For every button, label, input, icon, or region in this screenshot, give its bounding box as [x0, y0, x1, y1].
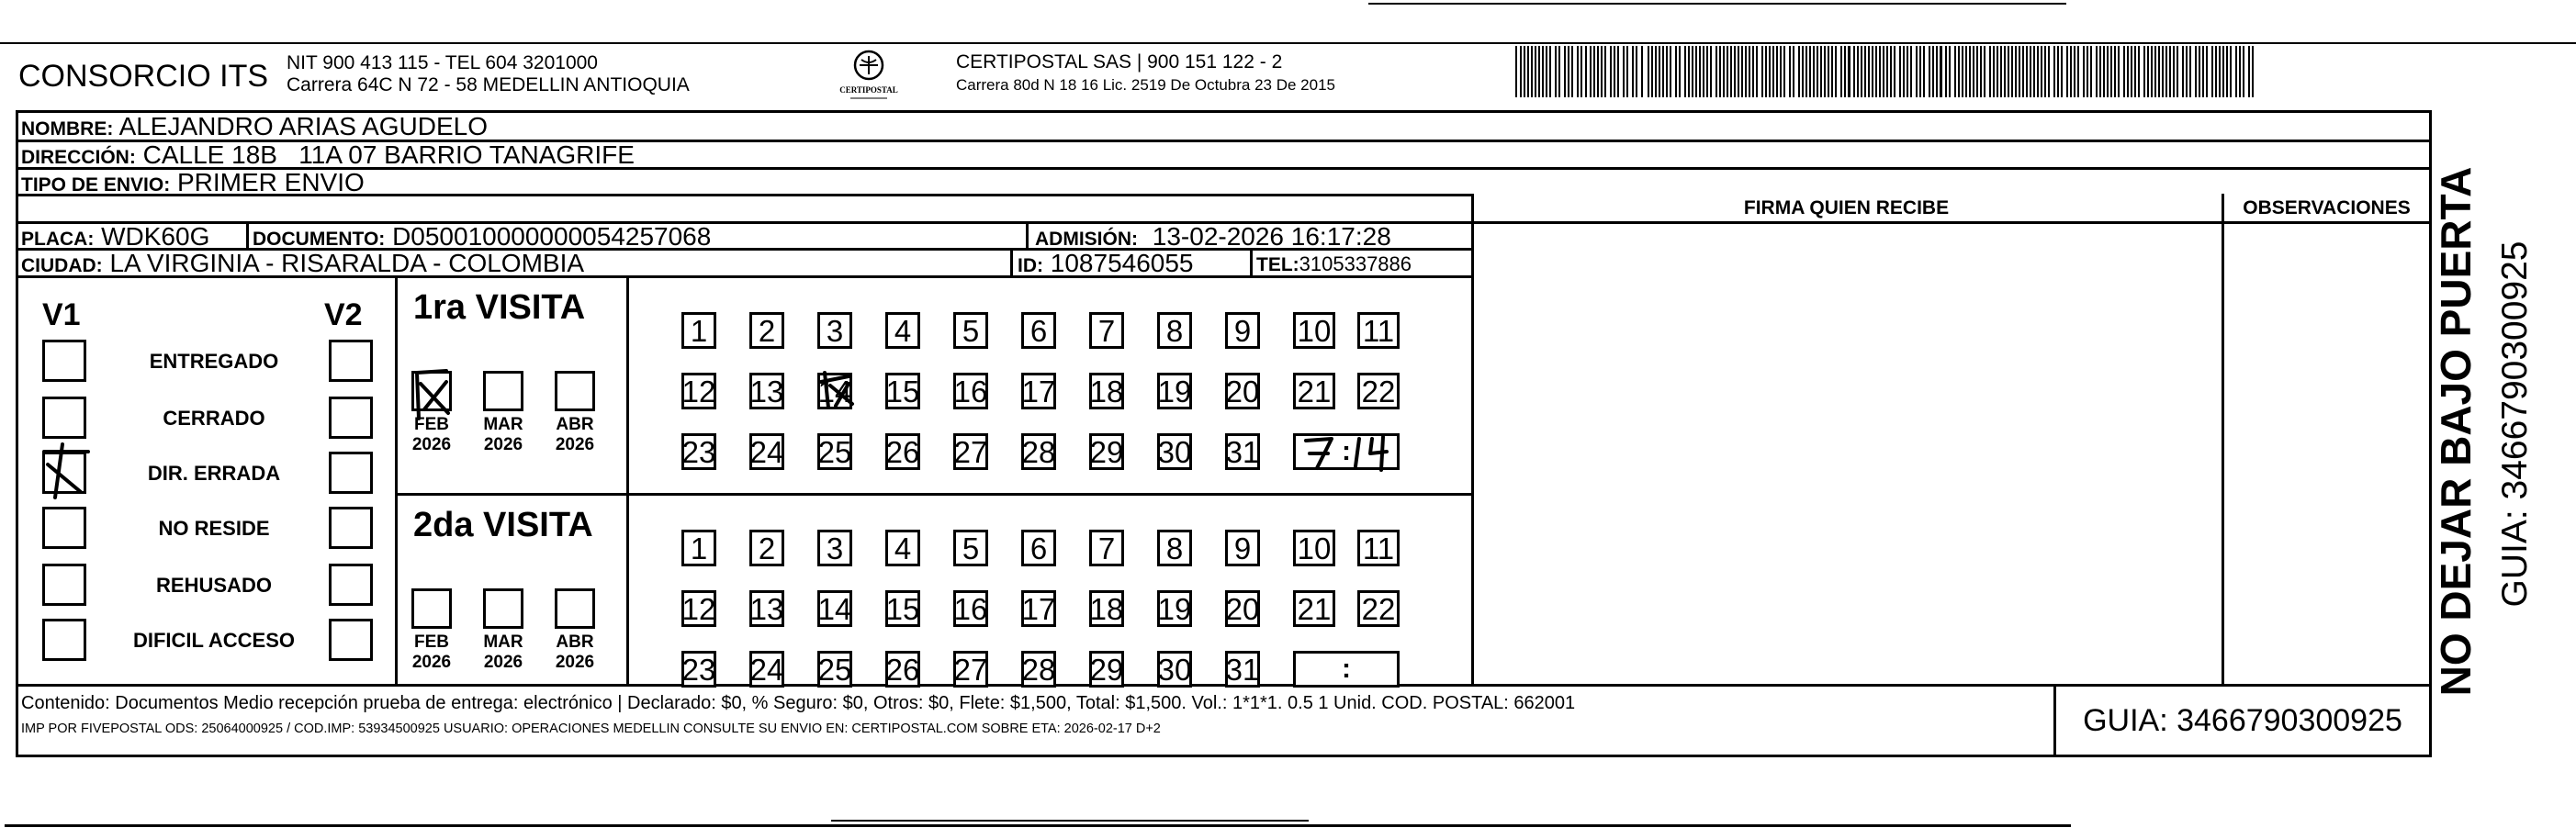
v2-checkbox[interactable]: [329, 507, 373, 549]
day-cell[interactable]: 13: [749, 374, 784, 408]
day-cell[interactable]: 29: [1089, 434, 1124, 469]
month-year: 2026: [555, 435, 595, 454]
day-cell[interactable]: 22: [1357, 373, 1400, 409]
day-cell[interactable]: 10: [1293, 312, 1335, 349]
month-checkbox[interactable]: [483, 371, 523, 411]
nombre-value: ALEJANDRO ARIAS AGUDELO: [118, 112, 489, 140]
status-label: CERRADO: [163, 407, 265, 430]
day-cell[interactable]: 4: [885, 530, 920, 566]
day-cell[interactable]: 25: [817, 434, 852, 469]
v2-checkbox[interactable]: [329, 452, 373, 494]
month-label: [468, 632, 538, 673]
month-name: MAR: [483, 632, 523, 652]
top-right-edge-line: [1368, 3, 2066, 5]
tel-label: TEL:: [1256, 254, 1299, 275]
day-cell[interactable]: 31: [1225, 652, 1260, 687]
day-cell[interactable]: 24: [749, 434, 784, 469]
side-guia-block: [2496, 149, 2537, 699]
carrier-name: CERTIPOSTAL SAS | 900 151 122 - 2: [956, 51, 1283, 73]
status-label: ENTREGADO: [149, 350, 279, 373]
id-divider: [1010, 248, 1013, 275]
v2-checkbox[interactable]: [329, 564, 373, 606]
month-checkbox[interactable]: [555, 371, 595, 411]
day-cell[interactable]: 3: [817, 312, 852, 349]
day-cell[interactable]: 21: [1293, 373, 1335, 409]
day-cell[interactable]: 8: [1157, 312, 1192, 349]
day-cell[interactable]: 18: [1089, 374, 1124, 408]
side-block: [2434, 73, 2489, 789]
day-cell[interactable]: 11: [1357, 312, 1400, 349]
day-cell[interactable]: 12: [681, 591, 716, 626]
day-cell[interactable]: 23: [681, 652, 716, 687]
direccion-label: DIRECCIÓN:: [21, 147, 136, 168]
day-cell[interactable]: 2: [749, 312, 784, 349]
month-name: ABR: [556, 415, 594, 434]
v1-checkbox[interactable]: [42, 564, 86, 606]
day-cell[interactable]: 16: [953, 374, 988, 408]
month-year: 2026: [411, 653, 452, 672]
visit-title: 1ra VISITA: [413, 288, 586, 327]
id-row: [1018, 251, 1194, 279]
day-cell[interactable]: 17: [1021, 591, 1056, 626]
day-cell[interactable]: 19: [1157, 374, 1192, 408]
day-cell[interactable]: 10: [1293, 530, 1335, 566]
day-cell[interactable]: 20: [1225, 374, 1260, 408]
admision-value: 13-02-2026 16:17:28: [1152, 222, 1391, 251]
certipostal-logo: [838, 49, 900, 104]
documento-label: DOCUMENTO:: [253, 229, 386, 250]
side-guia: GUIA: 3466790300925: [2495, 241, 2535, 608]
ciudad-value: LA VIRGINIA - RISARALDA - COLOMBIA: [109, 249, 585, 277]
barcode-image: [1515, 46, 2259, 97]
month-name: FEB: [414, 632, 449, 652]
day-cell[interactable]: 11: [1357, 530, 1400, 566]
day-cell[interactable]: 19: [1157, 591, 1192, 626]
v1-checkbox[interactable]: [42, 397, 86, 439]
tel-row: [1256, 253, 1412, 276]
day-cell[interactable]: 30: [1157, 652, 1192, 687]
month-year: 2026: [483, 653, 523, 672]
row-line: [1471, 221, 2432, 224]
day-cell[interactable]: 7: [1089, 312, 1124, 349]
day-cell[interactable]: 6: [1021, 312, 1056, 349]
month-label: [468, 415, 538, 455]
day-cell[interactable]: 3: [817, 530, 852, 566]
status-label: NO RESIDE: [158, 517, 270, 540]
sender-block: [287, 52, 690, 96]
v1-checkbox[interactable]: [42, 507, 86, 549]
status-label: DIR. ERRADA: [147, 462, 281, 485]
side-warning: NO DEJAR BAJO PUERTA: [2432, 166, 2480, 697]
day-cell[interactable]: 23: [681, 434, 716, 469]
documento-value: D050010000000054257068: [392, 222, 712, 251]
v1-header: V1: [42, 297, 81, 332]
direccion-row: [21, 142, 635, 171]
v1-checkbox[interactable]: [42, 340, 86, 382]
day-cell[interactable]: 24: [749, 652, 784, 687]
day-cell[interactable]: 16: [953, 591, 988, 626]
day-cell[interactable]: 1: [681, 530, 716, 566]
month-name: ABR: [556, 632, 594, 652]
direccion-value: CALLE 18B 11A 07 BARRIO TANAGRIFE: [142, 140, 635, 169]
day-cell[interactable]: 27: [953, 652, 988, 687]
day-cell[interactable]: 12: [681, 374, 716, 408]
month-year: 2026: [411, 435, 452, 454]
day-cell[interactable]: 28: [1021, 652, 1056, 687]
tipo-value: PRIMER ENVIO: [176, 168, 365, 196]
day-cell[interactable]: 13: [749, 591, 784, 626]
tipo-label: TIPO DE ENVIO:: [21, 174, 171, 196]
time-box[interactable]: [1293, 651, 1400, 688]
certipostal-logo-icon: [838, 49, 900, 104]
visit-title: 2da VISITA: [413, 506, 593, 544]
day-cell[interactable]: 17: [1021, 374, 1056, 408]
month-handwritten-mark: [406, 364, 461, 428]
month-name: FEB: [414, 415, 449, 434]
day-cell[interactable]: 28: [1021, 434, 1056, 469]
nombre-row: [21, 114, 488, 142]
status-label: REHUSADO: [156, 574, 272, 597]
admision-divider: [1026, 221, 1029, 249]
day-cell[interactable]: 18: [1089, 591, 1124, 626]
footer-contenido: Contenido: Documentos Medio recepción prueba de entrega: electrónico | Declarado: $0, % Seguro: $0, Otros: $0, Flete: $1,500, Total: $1,500. Vol.: 1*1*1. 0.5 1 Unid. COD. POSTAL: 662001: [21, 693, 1576, 713]
month-label: [397, 632, 467, 673]
footer-imp: IMP POR FIVEPOSTAL ODS: 25064000925 / COD.IMP: 53934500925 USUARIO: OPERACIONES MEDELLIN CONSULTE SU ENVIO EN: CERTIPOSTAL.COM SOBRE ETA: 2026-02-17 D+2: [21, 722, 1161, 736]
month-year: 2026: [555, 653, 595, 672]
v1-checkbox[interactable]: [42, 619, 86, 661]
ciudad-row: [21, 251, 584, 279]
day-cell[interactable]: 30: [1157, 434, 1192, 469]
month-checkbox[interactable]: [483, 588, 523, 629]
day-cell[interactable]: 21: [1293, 590, 1335, 627]
day-cell[interactable]: 14: [817, 591, 852, 626]
bottom-edge-line: [5, 824, 2071, 827]
id-label: ID:: [1018, 255, 1043, 276]
month-year: 2026: [483, 435, 523, 454]
day-cell[interactable]: 7: [1089, 530, 1124, 566]
day-cell[interactable]: 9: [1225, 312, 1260, 349]
footer-guia: GUIA: 3466790300925: [2083, 702, 2402, 738]
month-label: [540, 415, 610, 455]
v2-header: V2: [324, 297, 363, 332]
time-colon: :: [1342, 654, 1351, 684]
visit-split-line: [395, 493, 1473, 496]
day-cell[interactable]: 4: [885, 312, 920, 349]
day-cell[interactable]: 8: [1157, 530, 1192, 566]
nombre-label: NOMBRE:: [21, 118, 114, 140]
obs-left-line: [2222, 194, 2224, 685]
day-cell[interactable]: 26: [885, 434, 920, 469]
day-cell[interactable]: 31: [1225, 434, 1260, 469]
day-cell[interactable]: 6: [1021, 530, 1056, 566]
day-cell[interactable]: 9: [1225, 530, 1260, 566]
handwritten-time: [1293, 430, 1400, 475]
months-divider: [626, 275, 629, 685]
v2-checkbox[interactable]: [329, 619, 373, 661]
ciudad-label: CIUDAD:: [21, 255, 103, 276]
sender-address: Carrera 64C N 72 - 58 MEDELLIN ANTIOQUIA: [287, 74, 690, 95]
tipo-row: [21, 170, 365, 198]
day-cell[interactable]: 29: [1089, 652, 1124, 687]
sender-company: CONSORCIO ITS: [18, 59, 269, 94]
tel-value: 3105337886: [1299, 252, 1412, 275]
barcode: [1515, 46, 2259, 97]
sender-nit-tel: NIT 900 413 115 - TEL 604 3201000: [287, 52, 598, 73]
carrier-license: Carrera 80d N 18 16 Lic. 2519 De Octubra 23 De 2015: [956, 76, 1335, 94]
month-checkbox[interactable]: [411, 588, 452, 629]
carrier-block: [956, 50, 1335, 96]
day-cell[interactable]: 15: [885, 591, 920, 626]
day-cell[interactable]: 22: [1357, 590, 1400, 627]
firma-left-line: [1471, 194, 1474, 685]
admision-label: ADMISIÓN:: [1035, 229, 1138, 250]
day-cell[interactable]: 20: [1225, 591, 1260, 626]
firma-header: FIRMA QUIEN RECIBE: [1743, 197, 1950, 218]
month-name: MAR: [483, 415, 523, 434]
day-cell[interactable]: 5: [953, 312, 988, 349]
day-cell[interactable]: 15: [885, 374, 920, 408]
id-value: 1087546055: [1050, 249, 1194, 277]
day-handwritten-mark: [812, 364, 863, 415]
observaciones-header: OBSERVACIONES: [2243, 197, 2411, 218]
v1-handwritten-mark: [35, 439, 99, 503]
month-checkbox[interactable]: [555, 588, 595, 629]
bottom-edge-line-short: [831, 820, 1309, 822]
placa-divider: [246, 221, 249, 249]
time-colon: :: [1342, 436, 1351, 466]
placa-value: WDK60G: [101, 222, 210, 251]
day-cell[interactable]: 2: [749, 530, 784, 566]
month-label: [540, 632, 610, 673]
day-cell[interactable]: 1: [681, 312, 716, 349]
day-cell[interactable]: 14: [817, 374, 852, 408]
svg-text:CERTIPOSTAL: CERTIPOSTAL: [839, 85, 898, 95]
placa-label: PLACA:: [21, 229, 95, 250]
v2-checkbox[interactable]: [329, 397, 373, 439]
day-cell[interactable]: 26: [885, 652, 920, 687]
status-divider: [395, 275, 398, 685]
status-label: DIFICIL ACCESO: [132, 629, 295, 652]
day-cell[interactable]: 25: [817, 652, 852, 687]
day-cell[interactable]: 5: [953, 530, 988, 566]
top-edge-line: [0, 42, 2576, 44]
day-cell[interactable]: 27: [953, 434, 988, 469]
v2-checkbox[interactable]: [329, 340, 373, 382]
